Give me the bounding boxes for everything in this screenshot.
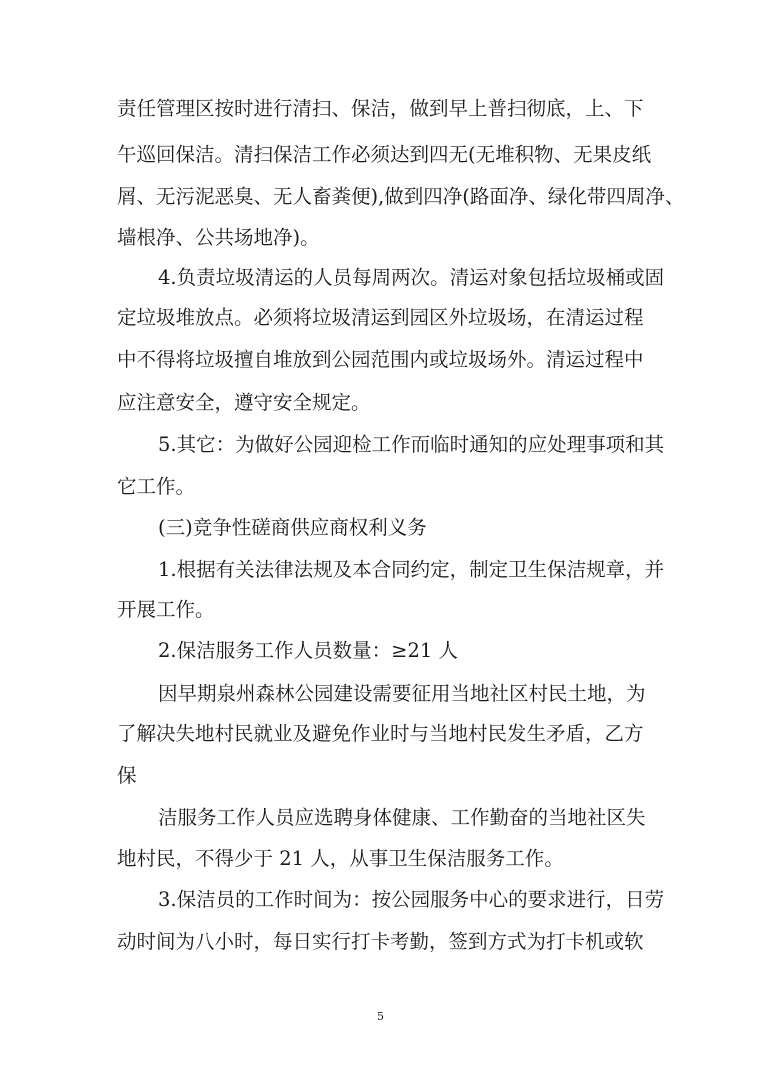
text-line: 开展工作。: [117, 598, 215, 621]
text-line: 洁服务工作人员应选聘身体健康、工作勤奋的当地社区失: [158, 806, 646, 829]
text-line: 1.根据有关法律法规及本合同约定，制定卫生保洁规章，并: [158, 558, 665, 581]
text-line: 4.负责垃圾清运的人员每周两次。清运对象包括垃圾桶或固: [158, 266, 665, 289]
text-line: 定垃圾堆放点。必须将垃圾清运到园区外垃圾场，在清运过程: [117, 306, 644, 329]
section-heading: (三)竞争性磋商供应商权利义务: [158, 516, 427, 539]
text-line: 5.其它：为做好公园迎检工作而临时通知的应处理事项和其: [158, 433, 665, 456]
text-line: 保: [117, 764, 137, 787]
text-line: 3.保洁员的工作时间为：按公园服务中心的要求进行，日劳: [158, 888, 665, 911]
text-line: 应注意安全，遵守安全规定。: [117, 391, 371, 414]
text-line: 它工作。: [117, 475, 196, 498]
page-number: 5: [377, 1010, 384, 1023]
text-line: 动时间为八小时，每日实行打卡考勤，签到方式为打卡机或软: [117, 930, 644, 953]
text-line: 因早期泉州森林公园建设需要征用当地社区村民土地，为: [158, 682, 646, 705]
text-line: 午巡回保洁。清扫保洁工作必须达到四无(无堆积物、无果皮纸: [117, 143, 652, 166]
text-line: 墙根净、公共场地净)。: [117, 226, 320, 249]
text-line: 中不得将垃圾擅自堆放到公园范围内或垃圾场外。清运过程中: [117, 348, 644, 371]
text-line: 了解决失地村民就业及避免作业时与当地村民发生矛盾，乙方: [117, 722, 644, 745]
text-line: 地村民，不得少于 21 人，从事卫生保洁服务工作。: [117, 847, 564, 870]
text-line: 2.保洁服务工作人员数量：≥21 人: [158, 639, 458, 662]
text-line: 屑、无污泥恶臭、无人畜粪便),做到四净(路面净、绿化带四周净、: [117, 185, 685, 208]
text-line: 责任管理区按时进行清扫、保洁，做到早上普扫彻底，上、下: [117, 97, 644, 120]
